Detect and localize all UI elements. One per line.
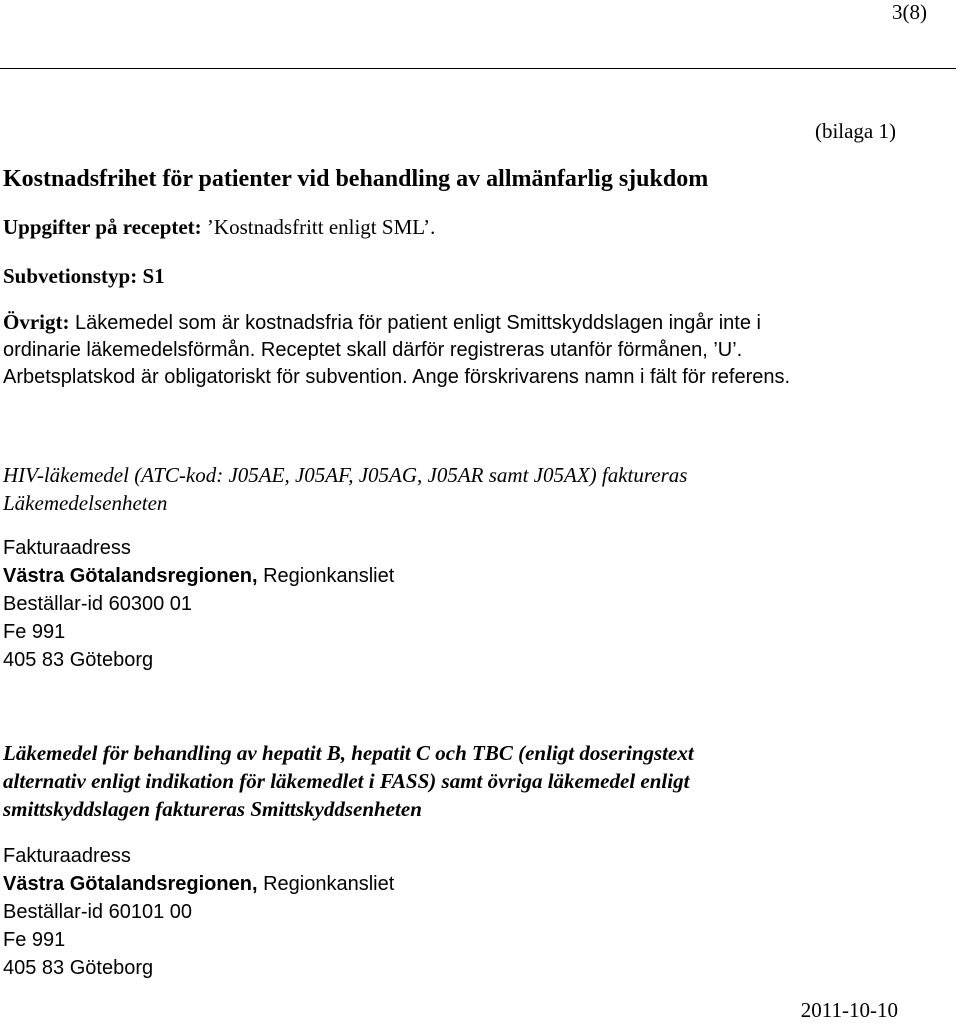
invoice-address-label: Fakturaadress: [3, 845, 131, 867]
hepatitis-heading-line: smittskyddslagen faktureras Smittskyddsenheten: [3, 797, 422, 821]
prescription-info-label: Uppgifter på receptet:: [3, 215, 202, 239]
order-id: Beställar-id 60101 00: [3, 901, 193, 923]
header-divider: [0, 68, 956, 69]
document-date: 2011-10-10: [800, 998, 898, 1022]
other-info: [3, 309, 790, 391]
postal-address: 405 83 Göteborg: [3, 649, 154, 671]
box-number: Fe 991: [3, 621, 66, 643]
invoice-address-label: Fakturaadress: [3, 537, 131, 559]
subsidy-type: Subvetionstyp: S1: [3, 264, 165, 288]
prescription-info-value: ’Kostnadsfritt enligt SML’.: [201, 215, 436, 239]
hepatitis-heading-line: alternativ enligt indikation för läkemedlet i FASS) samt övriga läkemedel enligt: [3, 769, 690, 793]
organization-name: Västra Götalandsregionen,: [3, 873, 258, 895]
document-title: Kostnadsfrihet för patienter vid behandling av allmänfarlig sjukdom: [3, 166, 709, 192]
postal-address: 405 83 Göteborg: [3, 957, 154, 979]
order-id: Beställar-id 60300 01: [3, 593, 193, 615]
prescription-info: [3, 215, 435, 240]
other-info-line: Arbetsplatskod är obligatoriskt för subvention. Ange förskrivarens namn i fält för referens.: [3, 366, 791, 388]
page-number: 3(8): [892, 0, 927, 24]
organization-unit: Regionkansliet: [257, 873, 395, 895]
hiv-heading-line: Läkemedelsenheten: [3, 491, 168, 515]
other-info-line: Läkemedel som är kostnadsfria för patient enligt Smittskyddslagen ingår inte i: [69, 312, 761, 334]
hiv-heading-line: HIV-läkemedel (ATC-kod: J05AE, J05AF, J05AG, J05AR samt J05AX) faktureras: [3, 463, 688, 487]
hiv-heading: [3, 461, 687, 517]
hepatitis-heading-line: Läkemedel för behandling av hepatit B, hepatit C och TBC (enligt doseringstext: [3, 741, 694, 765]
box-number: Fe 991: [3, 929, 66, 951]
other-info-label: Övrigt:: [3, 310, 70, 334]
hepatitis-heading: [3, 739, 694, 823]
organization-unit: Regionkansliet: [257, 565, 395, 587]
hepatitis-invoice-address: [3, 842, 394, 982]
other-info-line: ordinarie läkemedelsförmån. Receptet skall därför registreras utanför förmånen, ’U’.: [3, 339, 743, 361]
annex-label: (bilaga 1): [814, 119, 896, 143]
organization-name: Västra Götalandsregionen,: [3, 565, 258, 587]
hiv-invoice-address: [3, 534, 394, 674]
